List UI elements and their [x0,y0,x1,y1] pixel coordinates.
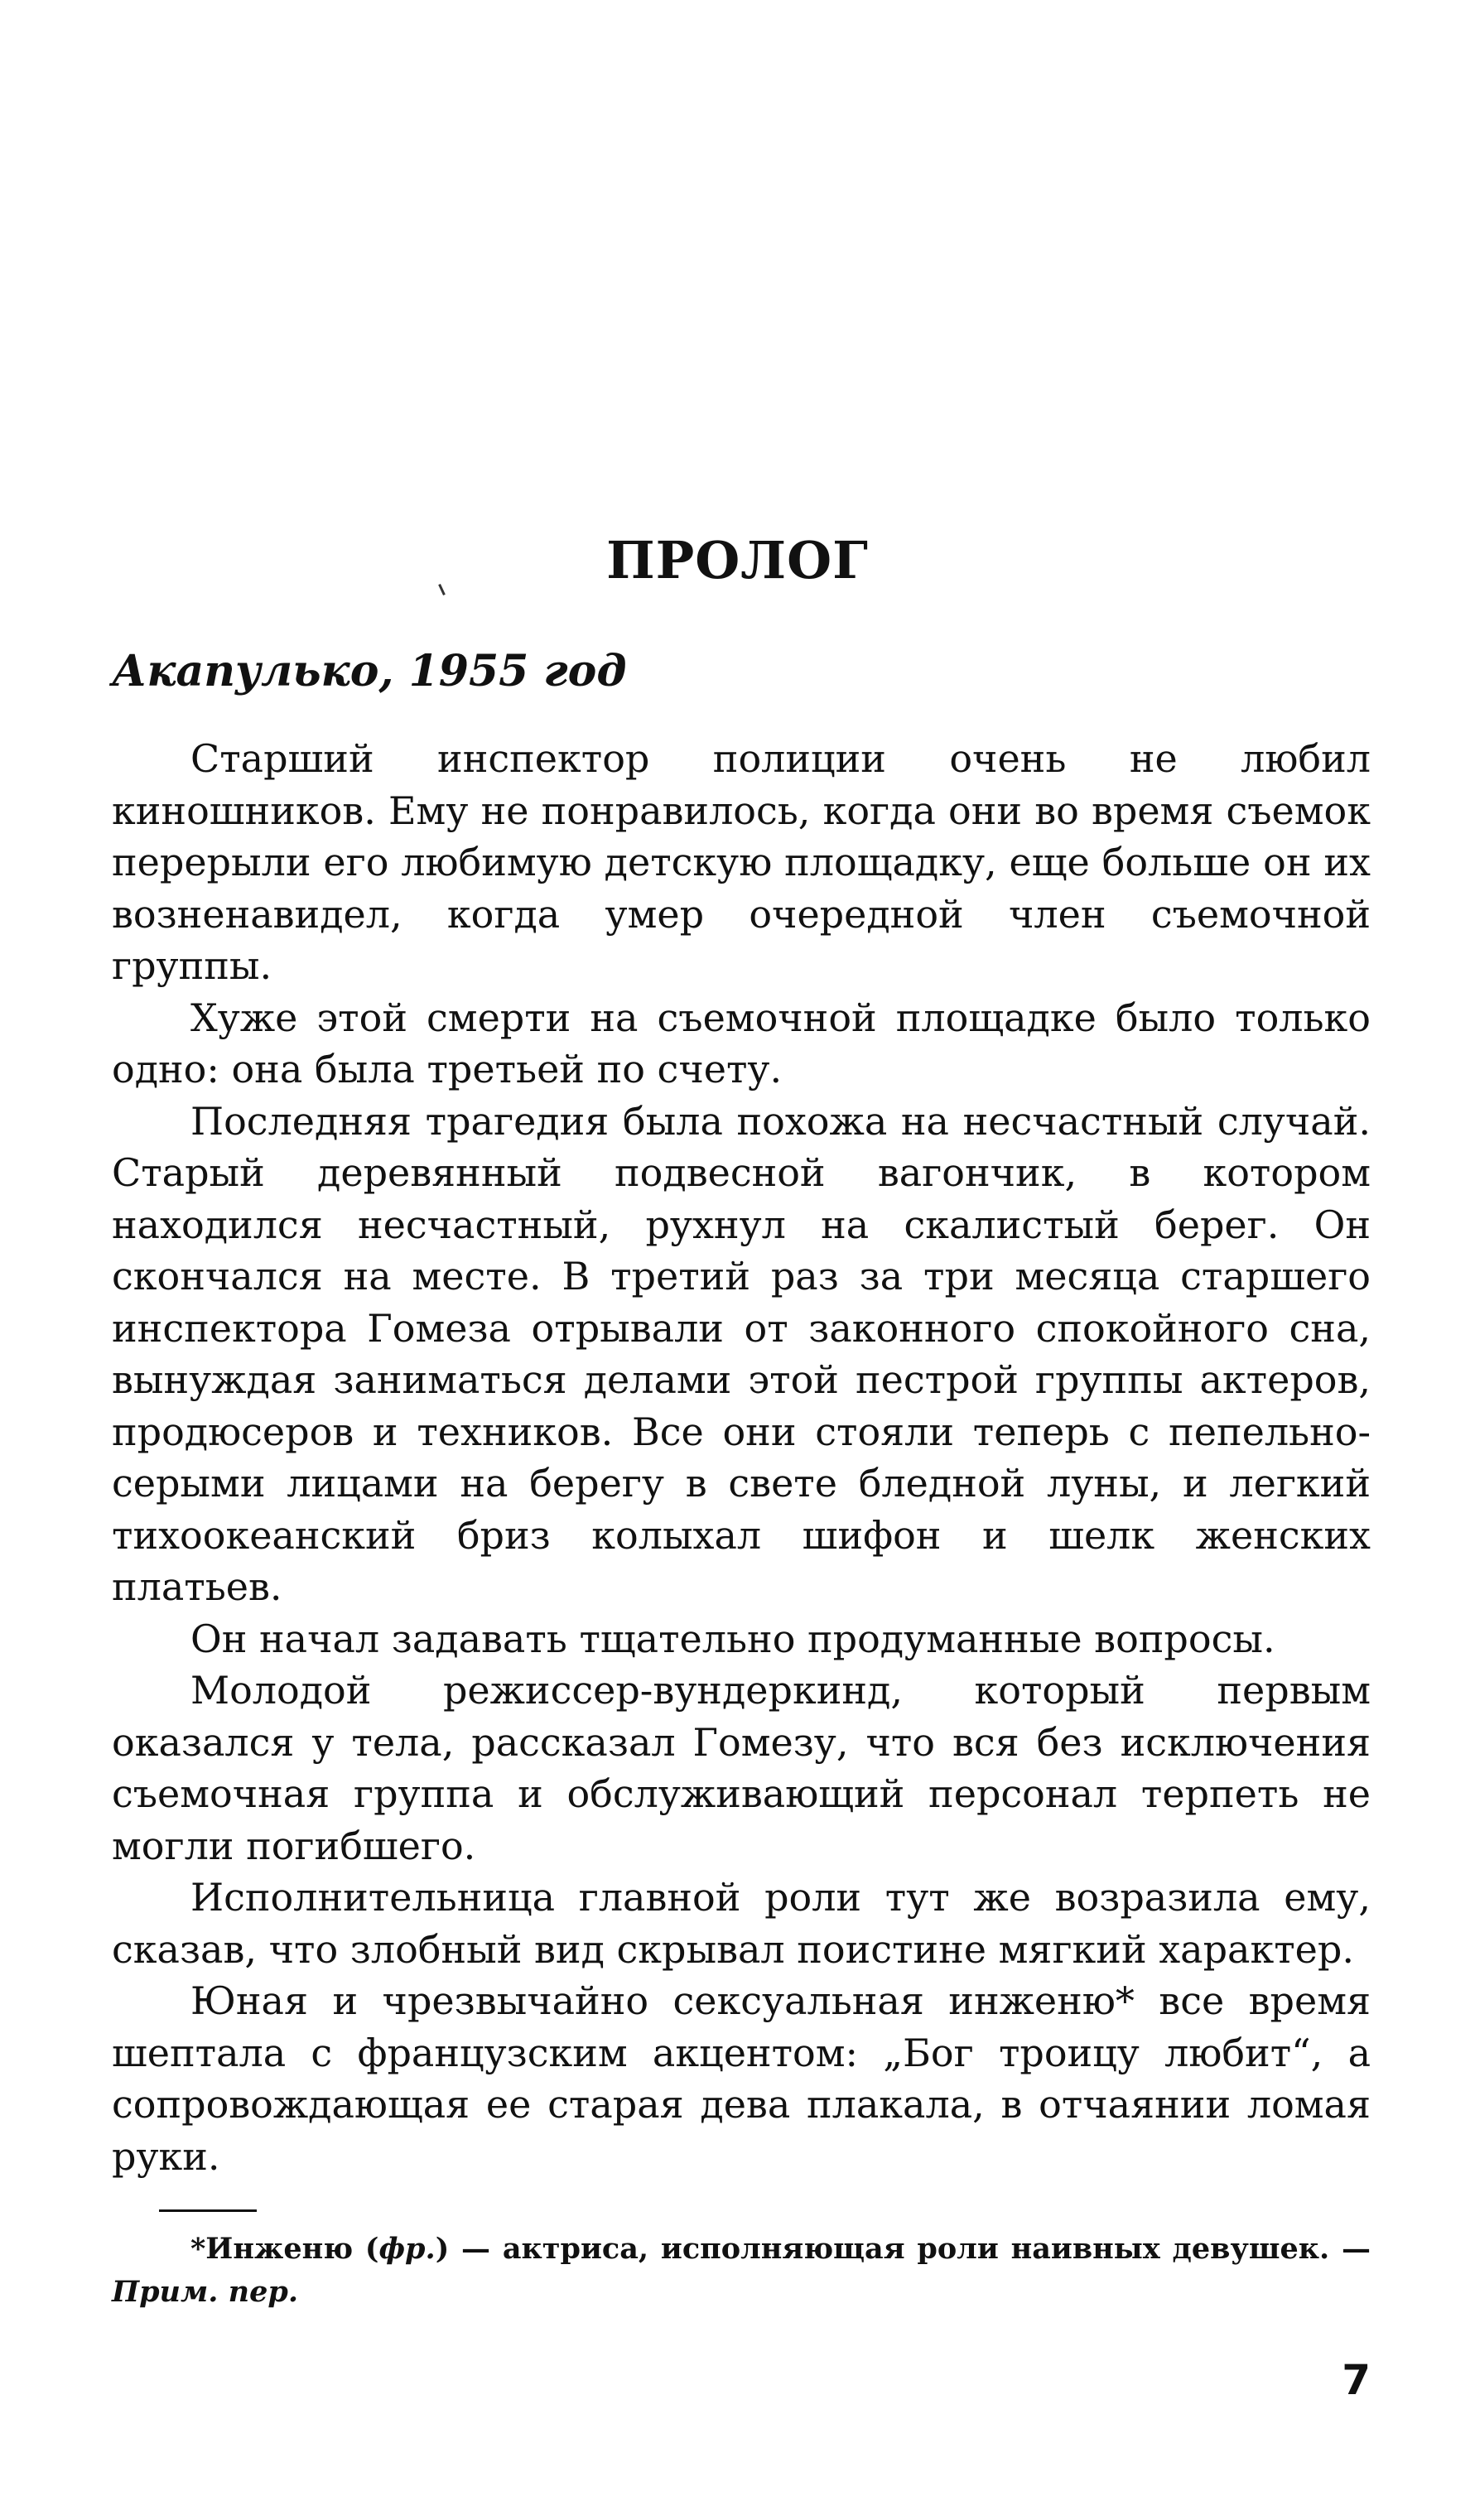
chapter-title: ПРОЛОГ [606,530,869,590]
footnote-text: ) — актриса, исполняющая роли наивных девушек. — [435,2232,1371,2266]
paragraph: Последняя трагедия была похожа на несчастный случай. Старый деревянный подвесной вагончик, в котором находился несчастный, рухнул на скалистый берег. Он скончался на месте. В третий раз за три месяца старшего инспектора Гомеза отрывали от законного спокойного сна, вынуждая заниматься делами этой пестрой группы актеров, продюсеров и техников. Все они стояли теперь с пепельно-серыми лицами на берегу в свете бледной луны, и легкий тихоокеанский бриз колыхал шифон и шелк женских платьев. [112,1098,1371,1609]
location-date-line: Акапулько, 1955 год [112,646,627,696]
footnote [112,2228,1371,2314]
paragraph: Исполнительница главной роли тут же возразила ему, сказав, что злобный вид скрывал поистине мягкий характер. [112,1875,1371,1972]
paragraph: Хуже этой смерти на съемочной площадке было только одно: она была третьей по счету. [112,995,1371,1091]
paragraph: Старший инспектор полиции очень не любил киношников. Ему не понравилось, когда они во время съемок перерыли его любимую детскую площадку, еще больше он их возненавидел, когда умер очередной член съемочной группы. [112,736,1371,988]
footnote-prefix: *Инженю ( [190,2232,379,2266]
footnote-language: фр. [378,2232,436,2266]
page-number: 7 [1342,2356,1371,2404]
body-text [112,733,1371,2182]
footnote-divider [159,2209,257,2212]
paragraph: Юная и чрезвычайно сексуальная инженю* все время шептала с французским акцентом: „Бог троицу любит“, а сопровождающая ее старая дева плакала, в отчаянии ломая руки. [112,1978,1371,2179]
footnote-note: Прим. пер. [112,2275,299,2309]
paragraph: Он начал задавать тщательно продуманные вопросы. [190,1616,1275,1661]
paragraph: Молодой режиссер-вундеркинд, который первым оказался у тела, рассказал Гомезу, что вся без исключения съемочная группа и обслуживающий персонал терпеть не могли погибшего. [112,1668,1371,1868]
